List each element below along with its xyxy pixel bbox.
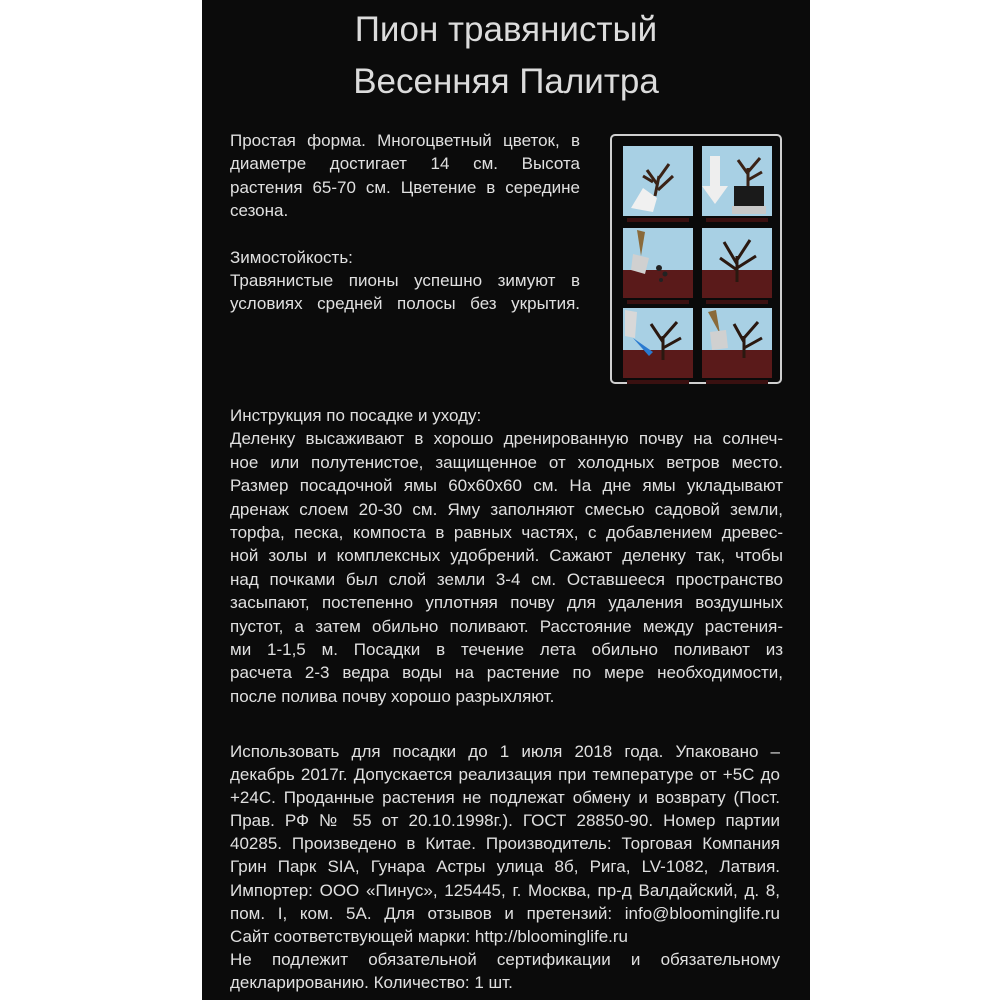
winter-line: Травянистые пионы успешно зимуют в bbox=[230, 271, 580, 291]
shovel-fill-icon bbox=[702, 308, 772, 388]
instructions-line: пустот, а затем обильно поливают. Расстояние между растения- bbox=[230, 616, 783, 636]
instructions-line: Деленку высаживают в хорошо дренированную почву на солнеч- bbox=[230, 429, 783, 449]
instructions-line: ми 1-1,5 м. Посадки в течение лета обильно поливают из bbox=[230, 640, 783, 660]
footer-line: 40285. Произведено в Китае. Производитель: Торговая Компания bbox=[230, 834, 780, 854]
winter-heading: Зимостойкость: bbox=[230, 247, 353, 267]
root-in-bag-icon bbox=[623, 146, 693, 226]
footer-line: Прав. РФ № 55 от 20.10.1998г.). ГОСТ 28850-90. Номер партии bbox=[230, 811, 780, 831]
description-block bbox=[230, 129, 580, 316]
instructions-block bbox=[230, 404, 783, 708]
winter-line: условиях средней полосы без укрытия. bbox=[230, 294, 580, 314]
footer-block bbox=[230, 740, 780, 994]
title-line-1: Пион травянистый bbox=[354, 10, 658, 49]
footer-line: Использовать для посадки до 1 июля 2018 года. Упаковано – bbox=[230, 742, 780, 761]
instructions-line: ной золы и комплексных удобрений. Сажают деленку так, чтобы bbox=[230, 546, 783, 566]
instructions-line: после полива почву хорошо разрыхляют. bbox=[230, 686, 555, 706]
footer-line: Грин Парк SIA, Гунара Астры улица 8б, Рига, LV-1082, Латвия. bbox=[230, 857, 780, 877]
instructions-line: над почками был слой земли 3-4 см. Оставшееся пространство bbox=[230, 569, 783, 589]
title-line-2: Весенняя Палитра bbox=[353, 62, 659, 101]
instructions-line: расчета 2-3 ведра воды на растение по мере необходимости, bbox=[230, 663, 783, 683]
footer-line: декларированию. Количество: 1 шт. bbox=[230, 972, 513, 992]
watering-can-icon bbox=[623, 308, 693, 388]
description-line: сезона. bbox=[230, 201, 289, 221]
instructions-line: дренаж слоем 20-30 см. Яму заполняют смесью садовой земли, bbox=[230, 499, 783, 519]
description-line: растения 65-70 см. Цветение в середине bbox=[230, 177, 580, 197]
instructions-line: ное или полутенистое, защищенное от холодных ветров место. bbox=[230, 452, 783, 472]
instructions-line: Размер посадочной ямы 60х60х60 см. На дне ямы укладывают bbox=[230, 476, 783, 496]
footer-line: Сайт соответствующей марки: http://bloominglife.ru bbox=[230, 926, 628, 946]
footer-line: декабрь 2017г. Допускается реализация при температуре от +5С до bbox=[230, 765, 780, 785]
instructions-line: торфа, песка, компоста в равных частях, с добавлением древес- bbox=[230, 523, 783, 543]
description-line: Простая форма. Многоцветный цветок, в bbox=[230, 131, 580, 150]
packaging-panel bbox=[202, 0, 810, 1000]
instructions-line: засыпают, постепенно уплотняя почву для удаления воздушных bbox=[230, 593, 783, 613]
planting-steps-diagram bbox=[610, 134, 782, 384]
footer-line: Импортер: ООО «Пинус», 125445, г. Москва, пр-д Валдайский, д. 8, bbox=[230, 880, 780, 900]
pot-down-arrow-icon bbox=[702, 146, 772, 226]
footer-line: +24С. Проданные растения не подлежат обмену и возврату (Пост. bbox=[230, 788, 780, 808]
description-line: диаметре достигает 14 см. Высота bbox=[230, 154, 580, 174]
footer-line: Не подлежит обязательной сертификации и обязательному bbox=[230, 949, 780, 969]
instructions-heading: Инструкция по посадке и уходу: bbox=[230, 406, 482, 425]
shovel-dig-icon bbox=[623, 228, 693, 308]
root-in-hole-icon bbox=[702, 228, 772, 308]
footer-line: пом. I, ком. 5А. Для отзывов и претензий: info@bloominglife.ru bbox=[230, 903, 780, 923]
page-title bbox=[202, 4, 810, 108]
